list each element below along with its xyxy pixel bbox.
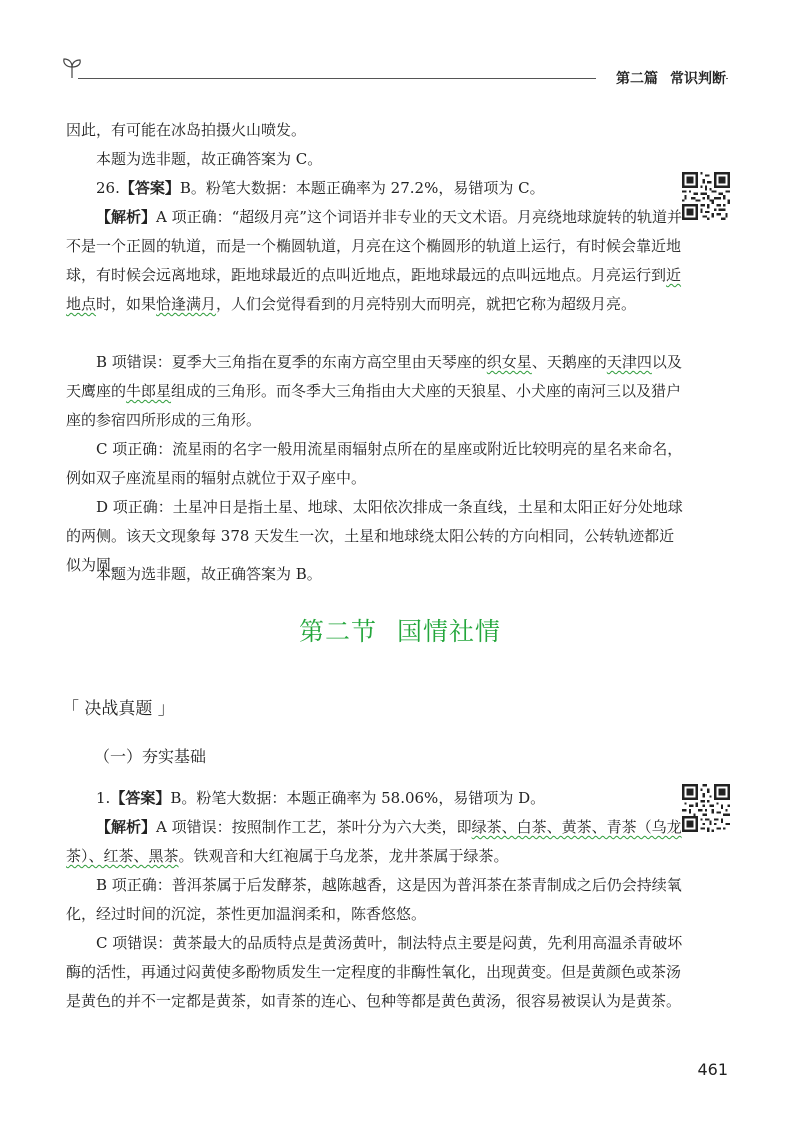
- running-head: [596, 68, 726, 88]
- q26-option-a: [66, 203, 684, 319]
- q1-option-c: C 项错误：黄茶最大的品质特点是黄汤黄叶，制法特点主要是闷黄，先利用高温杀青破坏酶的活性，再通过闷黄使多酚物质发生一定程度的非酶性氧化，出现黄变。但是黄颜色或茶汤是黄色的并不一定都是黄茶，如青茶的连心、包种等都是黄色黄汤，很容易被误认为是黄茶。: [66, 934, 683, 1010]
- q26-answer: [66, 174, 684, 203]
- q26-a-text-3: ，人们会觉得看到的月亮特别大而明亮，就把它称为超级月亮。: [216, 295, 637, 313]
- exam-box-label: 决战真题: [84, 699, 153, 719]
- q26-b-highlight-1: 织女星: [486, 353, 532, 371]
- q1-answer-label: 【答案】: [110, 789, 171, 807]
- q26-option-c: C 项正确：流星雨的名字一般用流星雨辐射点所在的星座或附近比较明亮的星名来命名，例如双子座流星雨的辐射点就位于双子座中。: [66, 440, 683, 487]
- subsection-title: （一）夯实基础: [94, 747, 207, 766]
- q26-a-highlight-1: 近地点: [66, 266, 682, 313]
- q26-conclusion: 本题为选非题，故正确答案为 B。: [96, 565, 322, 583]
- q26-a-text-2: 时，如果: [96, 295, 157, 313]
- q26-option-d: D 项正确：土星冲日是指土星、地球、太阳依次排成一条直线，土星和太阳正好分处地球的两侧。该天文现象每 378 天发生一次，土星和地球绕太阳公转的方向相同，公转轨迹都近似为圆。: [66, 498, 683, 574]
- qr-code-icon: [682, 172, 730, 220]
- section-name: 国情社情: [397, 617, 502, 646]
- paragraph-carryover: 因此，有可能在冰岛拍摄火山喷发。: [66, 121, 307, 139]
- q1-option-b: B 项正确：普洱茶属于后发酵茶，越陈越香，这是因为普洱茶在茶青制成之后仍会持续氧化，经过时间的沉淀，茶性更加温润柔和，陈香悠悠。: [66, 876, 682, 923]
- q26-number: 26.: [96, 179, 120, 197]
- q26-a-highlight-2: 恰逢满月: [156, 295, 217, 313]
- q26-b-text-4: 组成的三角形。而冬季大三角指由大犬座的天狼星、小犬座的南河三以及猎户座的参宿四所形成的三角形。: [66, 382, 682, 429]
- page-number: 461: [697, 1060, 728, 1079]
- q26-b-highlight-3: 牛郎星: [126, 382, 172, 400]
- q1-answer: [66, 784, 684, 813]
- q26-answer-text: B。粉笔大数据：本题正确率为 27.2%，易错项为 C。: [179, 179, 545, 197]
- paragraph-conclusion-c: 本题为选非题，故正确答案为 C。: [96, 150, 323, 168]
- qr-code-icon: [682, 784, 730, 832]
- q1-answer-text: B。粉笔大数据：本题正确率为 58.06%，易错项为 D。: [170, 789, 546, 807]
- section-title: [0, 612, 800, 648]
- q26-b-highlight-2: 天津四: [606, 353, 652, 371]
- q26-option-b: [66, 348, 684, 435]
- q1-analysis-label: 【解析】: [96, 818, 157, 836]
- q1-option-a: [66, 813, 684, 871]
- leaf-logo-icon: [60, 56, 84, 80]
- q26-analysis-label: 【解析】: [96, 208, 157, 226]
- q1-a-highlight-1: 绿茶、白茶、黄茶、青茶（乌龙茶）、红茶、黑茶: [66, 818, 682, 865]
- part-label: 第二篇: [616, 71, 658, 87]
- q26-a-text-1: A 项正确：“超级月亮”这个词语并非专业的天文术语。月亮绕地球旋转的轨道并不是一个正圆的轨道，而是一个椭圆轨道，月亮在这个椭圆形的轨道上运行，有时候会靠近地球，有时候会远离地球，距地球最近的点叫近地点，距地球最远的点叫远地点。月亮运行到: [66, 208, 682, 284]
- q26-answer-label: 【答案】: [119, 179, 180, 197]
- q26-b-text-2: 、天鹅座的: [531, 353, 607, 371]
- q1-a-text-2: 。铁观音和大红袍属于乌龙茶，龙井茶属于绿茶。: [178, 847, 509, 865]
- q26-b-text-1: B 项错误：夏季大三角指在夏季的东南方高空里由天琴座的: [96, 353, 487, 371]
- exam-box-title: 「 决战真题 」: [62, 699, 175, 719]
- q1-number: 1.: [96, 789, 111, 807]
- chapter-label: 常识判断: [670, 71, 726, 87]
- q1-a-text-1: A 项错误：按照制作工艺，茶叶分为六大类，即: [156, 818, 472, 836]
- section-number: 第二节: [298, 617, 377, 646]
- q26-b-text-3: 以及天鹰座的: [66, 353, 682, 400]
